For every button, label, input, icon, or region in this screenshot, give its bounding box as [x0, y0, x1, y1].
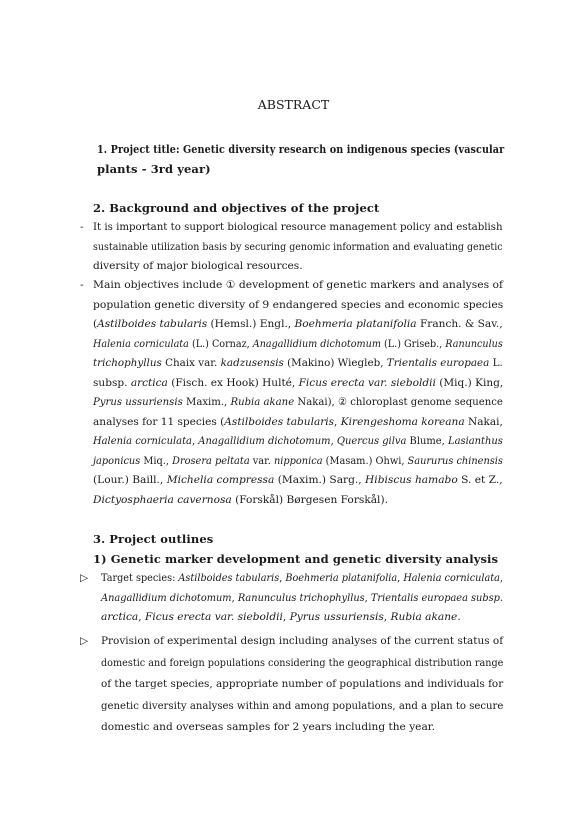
paragraph-line: Halenia corniculata (L.) Cornaz, Anagallidium dichotomum (L.) Griseb., Ranunculus: [93, 337, 503, 350]
project-title-heading: 1. Project title: Genetic diversity research on indigenous species (vascular: [97, 142, 505, 156]
bullet-line: Provision of experimental design including analyses of the current status of: [101, 635, 504, 647]
paragraph-line: Pyrus ussuriensis Maxim., Rubia akane Nakai), ② chloroplast genome sequence: [93, 396, 503, 408]
background-heading: 2. Background and objectives of the project: [93, 201, 380, 215]
project-title-heading-cont: plants - 3rd year): [97, 162, 211, 176]
dash-marker: -: [80, 279, 84, 291]
bullet-line: of the target species, appropriate number of populations and individuals for: [101, 678, 504, 690]
bullet-line: domestic and foreign populations considering the geographical distribution range: [101, 656, 504, 669]
bullet-marker: ▷: [80, 572, 89, 584]
paragraph-line: japonicus Miq., Drosera peltata var. nipponica (Masam.) Ohwi, Saururus chinensis: [93, 454, 503, 467]
paragraph-line: (Lour.) Baill., Michelia compressa (Maxim.) Sarg., Hibiscus hamabo S. et Z.,: [93, 474, 503, 486]
page-title: ABSTRACT: [257, 97, 330, 112]
paragraph-line: analyses for 11 species (Astilboides tabularis, Kirengeshoma koreana Nakai,: [93, 415, 503, 428]
bullet-line: genetic diversity analyses within and among populations, and a plan to secure: [101, 699, 504, 712]
paragraph-line: Halenia corniculata, Anagallidium dichotomum, Quercus gilva Blume, Lasianthus: [93, 435, 503, 447]
paragraph-line: Dictyosphaeria cavernosa (Forskål) Børgesen Forskål).: [93, 493, 388, 506]
paragraph-line: trichophyllus Chaix var. kadzusensis (Makino) Wiegleb, Trientalis europaea L.: [93, 357, 503, 369]
paragraph-line: It is important to support biological resource management policy and establish: [93, 221, 503, 233]
bullet-line: Anagallidium dichotomum, Ranunculus trichophyllus, Trientalis europaea subsp.: [101, 591, 504, 604]
dash-marker: -: [80, 221, 84, 233]
bullet-line: domestic and overseas samples for 2 years including the year.: [101, 721, 436, 733]
paragraph-line: subsp. arctica (Fisch. ex Hook) Hulté, Ficus erecta var. sieboldii (Miq.) King,: [93, 376, 504, 389]
bullet-marker: ▷: [80, 635, 89, 647]
paragraph-line: population genetic diversity of 9 endangered species and economic species: [93, 298, 504, 311]
paragraph-line: Main objectives include ① development of genetic markers and analyses of: [93, 279, 504, 291]
outlines-subheading: 1) Genetic marker development and genetic diversity analysis: [93, 552, 499, 566]
paragraph-line: (Astilboides tabularis (Hemsl.) Engl., Boehmeria platanifolia Franch. & Sav.,: [93, 318, 503, 330]
outlines-heading: 3. Project outlines: [93, 532, 214, 546]
paragraph-line: sustainable utilization basis by securing genomic information and evaluating genetic: [93, 240, 503, 253]
bullet-line: Target species: Astilboides tabularis, Boehmeria platanifolia, Halenia corniculata,: [101, 572, 504, 584]
paragraph-line: diversity of major biological resources.: [93, 260, 303, 272]
bullet-line: arctica, Ficus erecta var. sieboldii, Pyrus ussuriensis, Rubia akane.: [101, 611, 461, 623]
